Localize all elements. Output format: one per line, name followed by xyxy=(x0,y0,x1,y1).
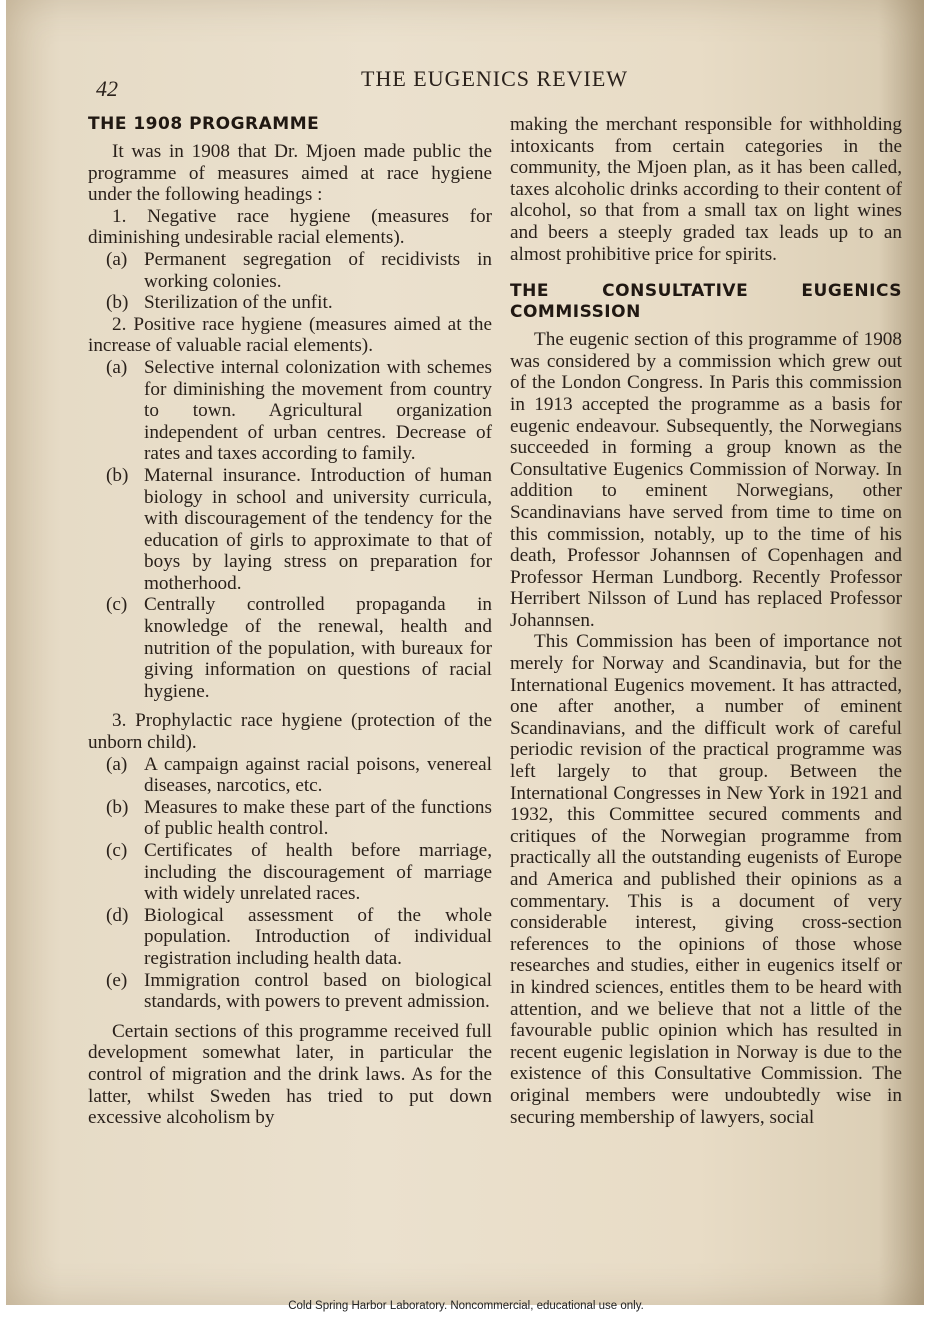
closing-paragraph: Certain sections of this programme received full development somewhat later, in particular the control of migration and the drink laws. As for the latter, whilst Sweden has tried to put down excessive alcoholism by xyxy=(88,1020,492,1129)
item-label: (b) xyxy=(106,292,129,314)
page-number: 42 xyxy=(96,76,118,101)
item-label: (c) xyxy=(106,594,128,616)
journal-page xyxy=(6,0,924,1305)
intro-paragraph: It was in 1908 that Dr. Mjoen made public the programme of measures aimed at race hygiene under the following headings : xyxy=(88,141,492,206)
item-label: (e) xyxy=(106,969,128,991)
item-label: (a) xyxy=(106,356,128,378)
item-label: (d) xyxy=(106,904,129,926)
list-item xyxy=(106,465,492,595)
item-label: (a) xyxy=(106,248,128,270)
item-label: (a) xyxy=(106,753,128,775)
item-label: (c) xyxy=(106,840,128,861)
list-item xyxy=(106,905,492,970)
item-label: (b) xyxy=(106,464,129,486)
item-label: (b) xyxy=(106,796,129,818)
item-text: A campaign against racial poisons, venereal diseases, narcotics, etc. xyxy=(144,753,492,797)
list-item xyxy=(106,249,492,292)
section-3-title: 3. Prophylactic race hygiene (protection of the unborn child). xyxy=(88,710,492,754)
list-item xyxy=(106,594,492,702)
list-item xyxy=(106,292,492,314)
section-heading-consultative-commission: THE CONSULTATIVE EUGENICS COMMISSION xyxy=(510,281,902,323)
item-text: Selective internal colonization with schemes for diminishing the movement from country to town. Agricultural organization independent of urban centres. Decrease of rates and taxes according to family. xyxy=(144,356,492,465)
list-item xyxy=(106,754,492,797)
commission-paragraph-1: The eugenic section of this programme of 1908 was considered by a commission which grew out of the London Congress. In Paris this commission in 1913 accepted the programme as a basis for eugenic endeavour. Subsequently, the Norwegians succeeded in forming a group known as the Consultative Eugenics Commission of Norway. In addition to eminent Norwegians, other Scandinavians have served from time to time on this commission, notably, up to the time of his death, Professor Johannsen of Copenhagen and Professor Herman Lundborg. Recently Professor Herribert Nilsson of Lund has replaced Professor Johannsen. xyxy=(510,329,902,631)
commission-paragraph-2: This Commission has been of importance not merely for Norway and Scandinavia, but for the International Eugenics movement. It has attracted, one after another, a number of eminent Scandinavians, and the difficult work of careful periodic revision of the practical programme was left largely to that group. Between the International Congresses in New York in 1921 and 1932, this Committee secured comments and critiques of the Norwegian programme from practically all the outstanding eugenists of Europe and America and published their opinions as a commentary. This is a document of very considerable interest, giving cross-section references to the opinions of those whose researches and studies, either in eugenics itself or in kindred sciences, entitles them to be heard with attention, and we believe that not a little of the favourable public opinion which has resulted in recent eugenic legislation in Norway is due to the existence of this Consultative Commission. The original members were undoubtedly wise in securing membership of lawyers, social xyxy=(510,631,902,1128)
item-text: Immigration control based on biological standards, with powers to prevent admission. xyxy=(144,969,492,1013)
running-head: THE EUGENICS REVIEW xyxy=(361,66,629,91)
list-item xyxy=(106,970,492,1013)
section-2-title: 2. Positive race hygiene (measures aimed at the increase of valuable racial elements). xyxy=(88,313,492,357)
item-text: Measures to make these part of the functions of public health control. xyxy=(144,796,492,840)
archive-footer: Cold Spring Harbor Laboratory. Noncommercial, educational use only. xyxy=(288,1300,644,1312)
list-item xyxy=(106,797,492,840)
item-text: Maternal insurance. Introduction of human biology in school and university curricula, with discouragement of the tendency for the education of girls to approximate to that of boys by laying stress on preparation for motherhood. xyxy=(144,464,492,594)
item-text: Certificates of health before marriage, including the discouragement of marriage with widely unrelated races. xyxy=(144,840,492,905)
right-column xyxy=(510,114,902,1128)
item-text: Permanent segregation of recidivists in working colonies. xyxy=(144,248,492,292)
list-item xyxy=(106,357,492,465)
item-text: Biological assessment of the whole population. Introduction of individual registration including health data. xyxy=(144,904,492,969)
item-text: Sterilization of the unfit. xyxy=(144,292,333,314)
list-item xyxy=(106,840,492,905)
left-column xyxy=(88,114,492,1129)
item-text: Centrally controlled propaganda in knowledge of the renewal, health and nutrition of the population, with bureaux for giving information on questions of racial hygiene. xyxy=(144,594,492,702)
section-1-title: 1. Negative race hygiene (measures for diminishing undesirable racial elements). xyxy=(88,205,492,249)
continuation-paragraph: making the merchant responsible for withholding intoxicants from certain categories in the community, the Mjoen plan, as it has been called, taxes alcoholic drinks according to their content of alcohol, so that from a small tax on light wines and beers a steeply graded tax leads up to an almost prohibitive price for spirits. xyxy=(510,114,902,265)
section-heading-1908-programme: THE 1908 PROGRAMME xyxy=(88,114,320,134)
